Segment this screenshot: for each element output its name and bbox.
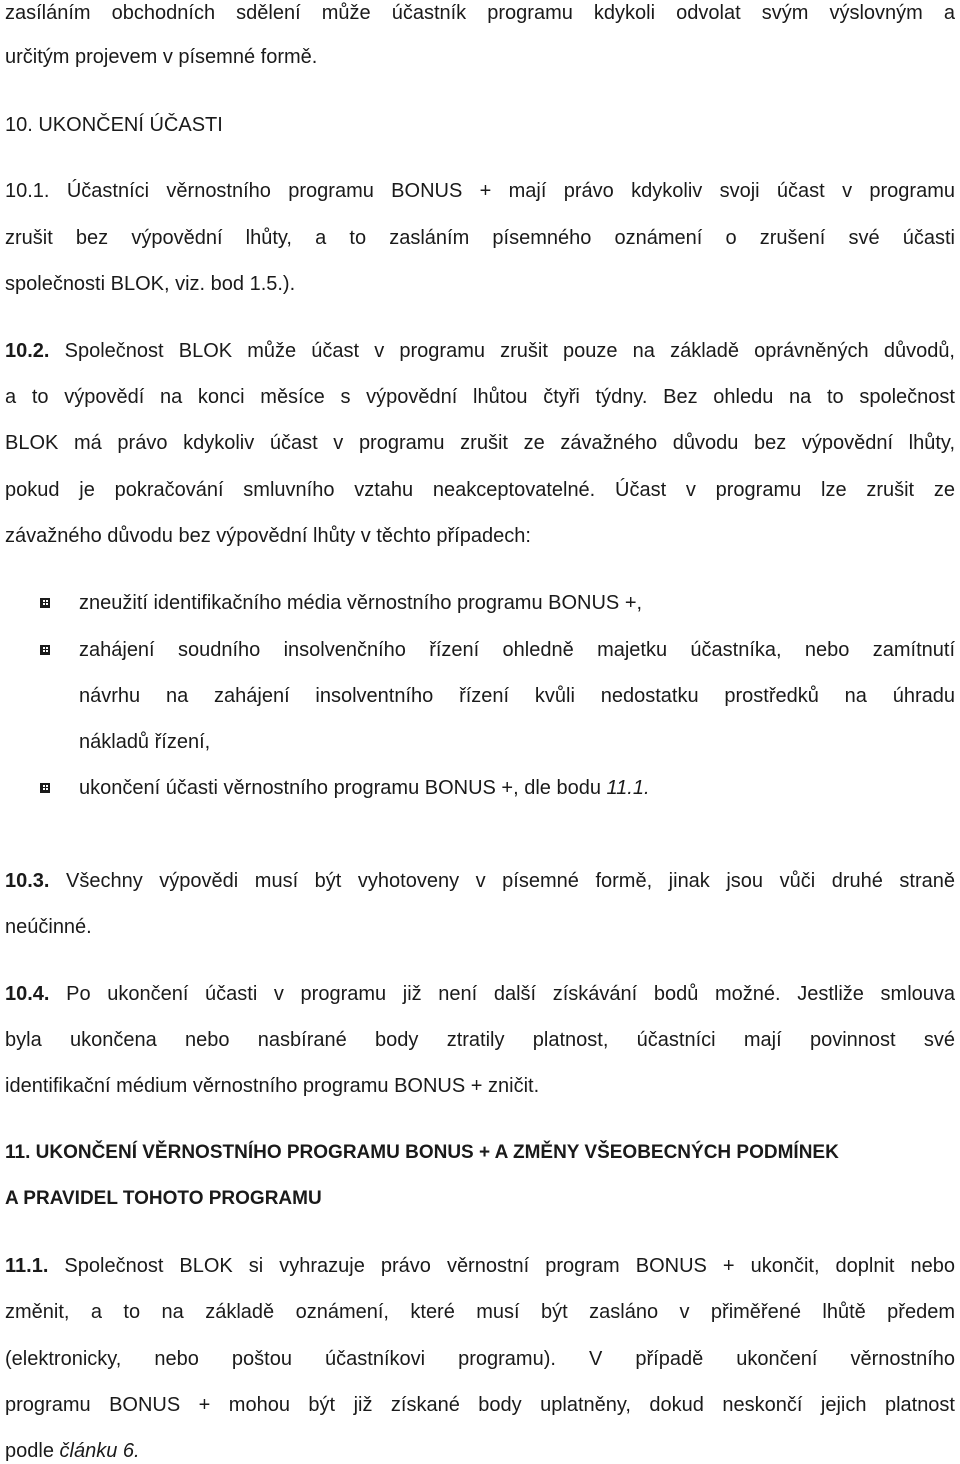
square-bullet-icon: [40, 645, 50, 655]
cross-reference: 11.1.: [606, 777, 650, 799]
list-item-line: zneužití identifikačního média věrnostního programu BONUS +,: [79, 592, 643, 614]
paragraph-10-4-line-1: [5, 981, 955, 1007]
list-item-line: zahájení soudního insolvenčního řízení ohledně majetku účastníka, nebo zamítnutí: [79, 639, 955, 661]
paragraph-text: podle: [5, 1440, 60, 1462]
list-item-line: návrhu na zahájení insolventního řízení kvůli nedostatku prostředků na úhradu: [79, 685, 955, 707]
paragraph-11-1-line-3: (elektronicky, nebo poštou účastníkovi programu). V případě ukončení věrnostního: [5, 1348, 955, 1370]
paragraph-10-3-line-2: neúčinné.: [5, 916, 92, 938]
cross-reference: článku 6.: [59, 1440, 140, 1462]
square-bullet-icon: [40, 783, 50, 793]
paragraph-number: 10.4.: [5, 983, 50, 1005]
intro-line-1: zasíláním obchodních sdělení může účastník programu kdykoli odvolat svým výslovným a: [5, 2, 955, 24]
intro-line-2: určitým projevem v písemné formě.: [5, 46, 318, 68]
paragraph-10-1-line-1: [5, 178, 955, 204]
section-11-heading-line-2: A PRAVIDEL TOHOTO PROGRAMU: [5, 1188, 322, 1209]
paragraph-11-1-line-5: [5, 1438, 955, 1464]
paragraph-10-2-line-4: pokud je pokračování smluvního vztahu neakceptovatelné. Účast v programu lze zrušit ze: [5, 479, 955, 501]
section-10-heading: 10. UKONČENÍ ÚČASTI: [5, 114, 223, 136]
list-item-line: [79, 775, 955, 801]
paragraph-number: 10.2.: [5, 340, 50, 362]
paragraph-number: 10.1.: [5, 180, 50, 202]
paragraph-10-1-line-2: zrušit bez výpovědní lhůty, a to zasláním písemného oznámení o zrušení své účasti: [5, 227, 955, 249]
paragraph-10-2-line-3: BLOK má právo kdykoliv účast v programu zrušit ze závažného důvodu bez výpovědní lhůty,: [5, 432, 955, 454]
paragraph-number: 11.1.: [5, 1255, 49, 1277]
paragraph-11-1-line-1: [5, 1253, 955, 1279]
paragraph-text: Společnost BLOK si vyhrazuje právo věrnostní program BONUS + ukončit, doplnit nebo: [64, 1255, 955, 1277]
paragraph-10-2-line-2: a to výpovědí na konci měsíce s výpovědní lhůtou čtyři týdny. Bez ohledu na to společnost: [5, 386, 955, 408]
paragraph-number: 10.3.: [5, 870, 50, 892]
paragraph-text: Účastníci věrnostního programu BONUS + mají právo kdykoliv svoji účast v programu: [66, 180, 955, 202]
section-11-heading-line-1: 11. UKONČENÍ VĚRNOSTNÍHO PROGRAMU BONUS + A ZMĚNY VŠEOBECNÝCH PODMÍNEK: [5, 1142, 839, 1163]
paragraph-11-1-line-2: změnit, a to na základě oznámení, které musí být zasláno v přiměřené lhůtě předem: [5, 1301, 955, 1323]
paragraph-10-1-line-3: společnosti BLOK, viz. bod 1.5.).: [5, 273, 296, 295]
list-item-line: nákladů řízení,: [79, 731, 211, 753]
paragraph-text: Po ukončení účasti v programu již není další získávání bodů možné. Jestliže smlouva: [66, 983, 955, 1005]
paragraph-10-4-line-3: identifikační médium věrnostního programu BONUS + zničit.: [5, 1075, 540, 1097]
paragraph-11-1-line-4: programu BONUS + mohou být již získané body uplatněny, dokud neskončí jejich platnost: [5, 1394, 955, 1416]
paragraph-text: Všechny výpovědi musí být vyhotoveny v písemné formě, jinak jsou vůči druhé straně: [66, 870, 956, 892]
list-item-text: ukončení účasti věrnostního programu BONUS +, dle bodu: [79, 777, 607, 799]
paragraph-10-2-line-5: závažného důvodu bez výpovědní lhůty v těchto případech:: [5, 525, 531, 547]
paragraph-text: Společnost BLOK může účast v programu zrušit pouze na základě oprávněných důvodů,: [64, 340, 955, 362]
paragraph-10-3-line-1: [5, 868, 955, 894]
square-bullet-icon: [40, 598, 50, 608]
paragraph-10-2-line-1: [5, 338, 955, 364]
paragraph-10-4-line-2: byla ukončena nebo nasbírané body ztratily platnost, účastníci mají povinnost své: [5, 1029, 955, 1051]
